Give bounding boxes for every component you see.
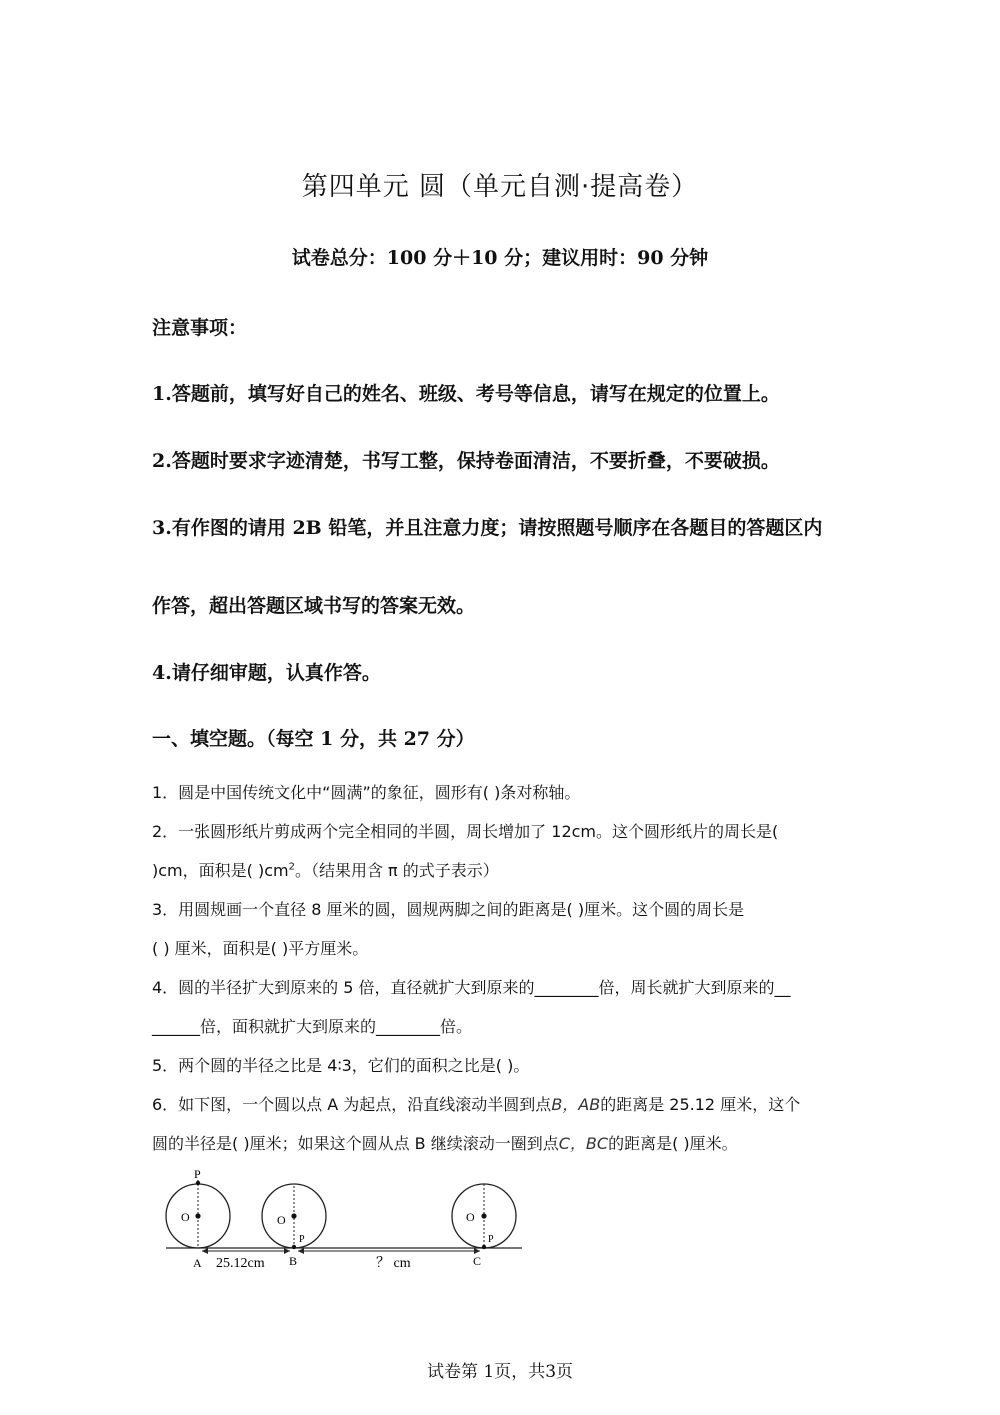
section-heading: 一、填空题。（每空 1 分，共 27 分） — [152, 728, 475, 750]
notice-item-2: 2.答题时要求字迹清楚，书写工整，保持卷面清洁，不要折叠，不要破损。 — [152, 450, 780, 472]
point-p-dot-3 — [482, 1245, 486, 1249]
question-2-line-1: 2．一张圆形纸片剪成两个完全相同的半圆，周长增加了 12cm。这个圆形纸片的周长是( — [152, 822, 779, 841]
q6-text-b: 的距离是 25.12 厘米，这个 — [600, 1095, 801, 1114]
label-a: A — [193, 1256, 202, 1270]
q6-symbol-ab: B，AB — [551, 1095, 601, 1114]
question-3-line-1: 3．用圆规画一个直径 8 厘米的圆，圆规两脚之间的距离是( )厘米。这个圆的周长是 — [152, 900, 745, 919]
page-footer: 试卷第 1页，共3页 — [426, 1362, 574, 1382]
label-p2: P — [299, 1234, 305, 1245]
question-6-line-2 — [152, 1131, 738, 1154]
q6-text-a: 6．如下图，一个圆以点 A 为起点，沿直线滚动半圆到点 — [152, 1095, 552, 1114]
page-title: 第四单元 圆（单元自测·提高卷） — [301, 172, 699, 202]
question-4-line-2: ______倍，面积就扩大到原来的________倍。 — [152, 1017, 473, 1036]
question-5: 5．两个圆的半径之比是 4∶3，它们的面积之比是( )。 — [152, 1056, 530, 1075]
notice-heading: 注意事项： — [152, 317, 248, 339]
q2-text-b: 。（结果用含 π 的式子表示） — [294, 861, 499, 880]
center-dot-1 — [195, 1213, 200, 1218]
q6-text-c: 圆的半径是( )厘米；如果这个圆从点 B 继续滚动一圈到点 — [152, 1134, 559, 1153]
q6-text-d: 的距离是( )厘米。 — [608, 1134, 738, 1153]
label-o2: O — [277, 1213, 286, 1227]
notice-item-3: 3.有作图的请用 2B 铅笔，并且注意力度；请按照题号顺序在各题目的答题区内 — [152, 517, 823, 539]
center-dot-3 — [481, 1213, 486, 1218]
question-6-line-1 — [152, 1092, 800, 1115]
label-bc-length: ？ cm — [376, 1256, 411, 1271]
q2-superscript: 2 — [288, 861, 295, 873]
notice-item-3-cont: 作答，超出答题区域书写的答案无效。 — [152, 595, 476, 617]
rolling-circle-diagram — [150, 1160, 540, 1275]
question-2-line-2 — [152, 858, 499, 881]
notice-item-4: 4.请仔细审题，认真作答。 — [152, 662, 381, 684]
point-p-dot-2 — [292, 1245, 296, 1249]
label-b: B — [289, 1254, 298, 1268]
label-o3: O — [466, 1210, 475, 1224]
q2-text-a: )cm，面积是( )cm — [152, 861, 289, 880]
label-o1: O — [181, 1210, 190, 1224]
label-ab-length: 25.12cm — [216, 1256, 265, 1271]
question-4-line-1: 4．圆的半径扩大到原来的 5 倍，直径就扩大到原来的________倍，周长就扩大到原来的__ — [152, 978, 791, 997]
q6-symbol-bc: C，BC — [558, 1134, 609, 1153]
question-3-line-2: ( ) 厘米，面积是( )平方厘米。 — [152, 939, 369, 958]
question-1: 1．圆是中国传统文化中“圆满”的象征，圆形有( )条对称轴。 — [152, 783, 581, 802]
label-c: C — [473, 1254, 482, 1268]
notice-item-1: 1.答题前，填写好自己的姓名、班级、考号等信息，请写在规定的位置上。 — [152, 383, 780, 405]
exam-info: 试卷总分：100 分＋10 分；建议用时：90 分钟 — [291, 247, 709, 269]
point-p-dot-1 — [196, 1181, 200, 1185]
center-dot-2 — [291, 1213, 296, 1218]
label-p-top: P — [194, 1167, 201, 1181]
label-p3: P — [488, 1234, 494, 1245]
